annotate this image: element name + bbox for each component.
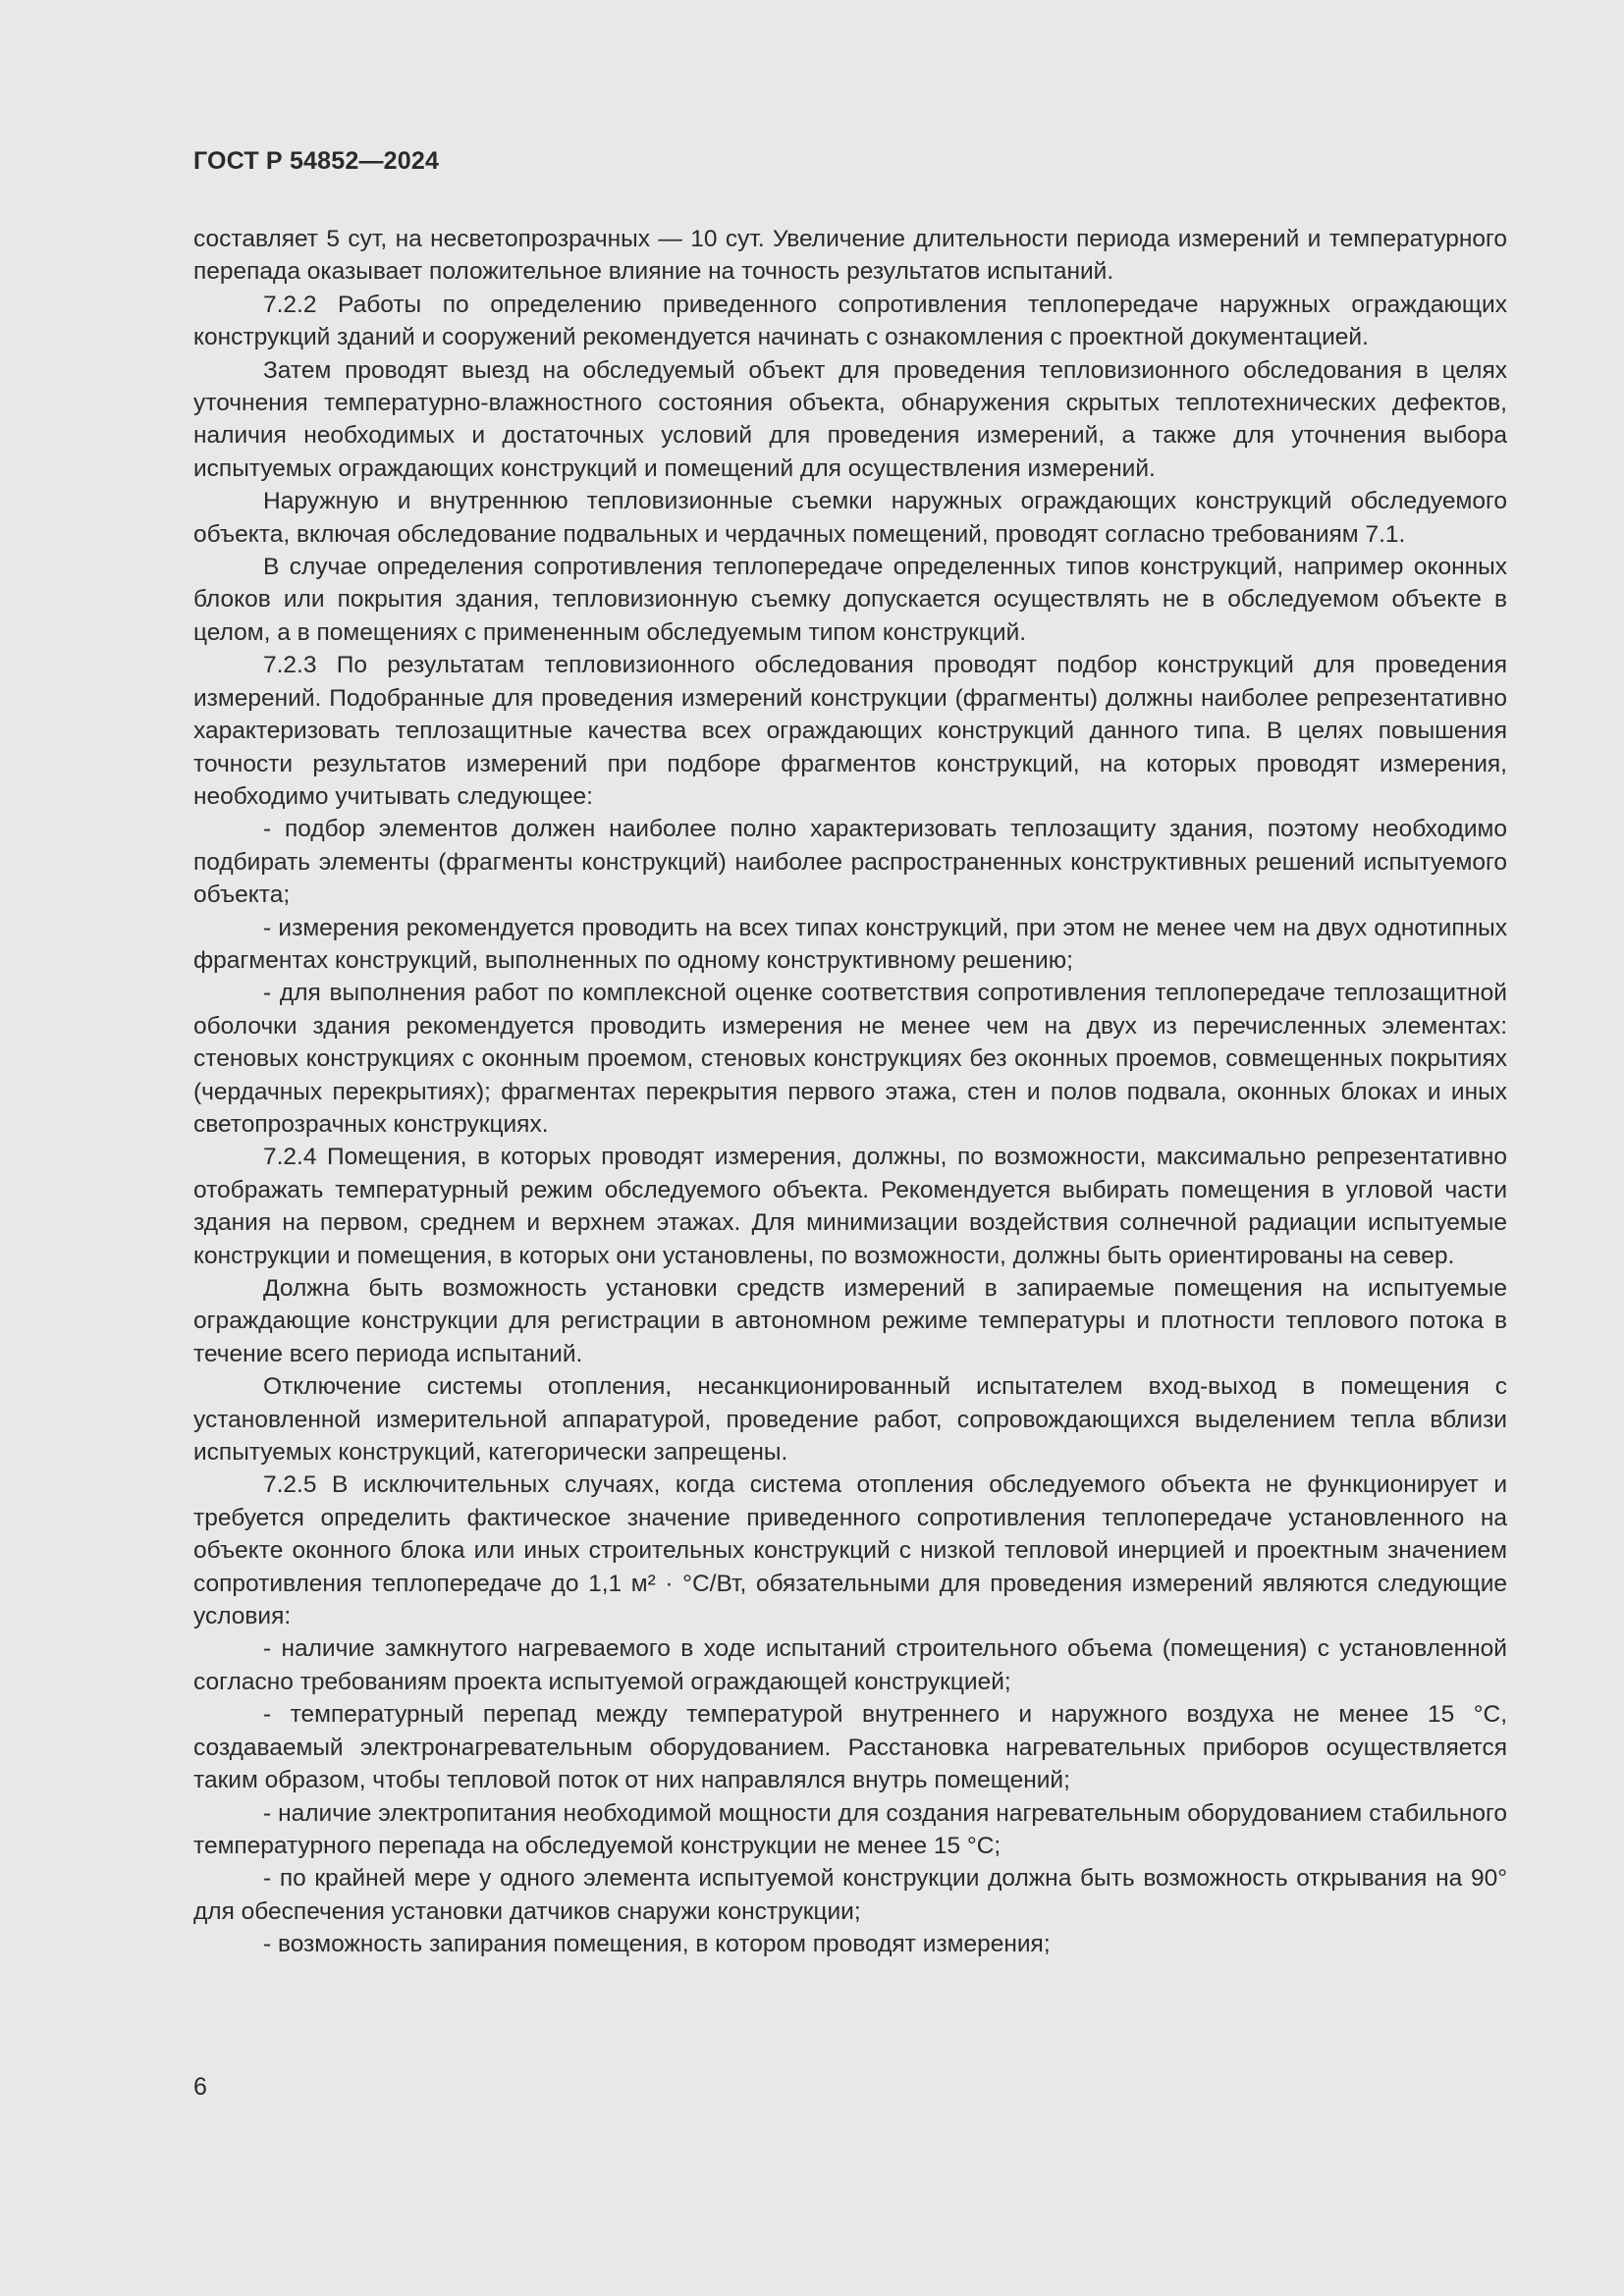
list-item: - наличие замкнутого нагреваемого в ходе испытаний строительного объема (помещения) с установленной согласно требованиям проекта испытуемой ограждающей конструкцией; [193,1635,1507,1695]
paragraph: Должна быть возможность установки средств измерений в запираемые помещения на испытуемые ограждающие конструкции для регистрации в автономном режиме температуры и плотности теплового потока в течение всего периода испытаний. [193,1275,1507,1367]
list-item: - измерения рекомендуется проводить на всех типах конструкций, при этом не менее чем на двух однотипных фрагментах конструкций, выполненных по одному конструктивному решению; [193,914,1507,974]
list-item: - температурный перепад между температурой внутреннего и наружного воздуха не менее 15 °С, создаваемый электронагревательным оборудованием. Расстановка нагревательных приборов осуществляется таким образом, чтобы тепловой поток от них направлялся внутрь помещений; [193,1701,1507,1794]
paragraph: 7.2.2 Работы по определению приведенного сопротивления теплопередаче наружных ограждающих конструкций зданий и сооружений рекомендуется начинать с ознакомления с проектной документацией. [193,291,1507,351]
list-item: - для выполнения работ по комплексной оценке соответствия сопротивления теплопередаче теплозащитной оболочки здания рекомендуется проводить измерения не менее чем на двух из перечисленных элементах: стеновых конструкциях с оконным проемом, стеновых конструкциях без оконных проемов, совмещенных покрытиях (чердачных перекрытиях); фрагментах перекрытия первого этажа, стен и полов подвала, оконных блоках и иных светопрозрачных конструкциях. [193,980,1507,1138]
paragraph: Отключение системы отопления, несанкционированный испытателем вход-выход в помещения с установленной измерительной аппаратурой, проведение работ, сопровождающихся выделением тепла вблизи испытуемых конструкций, категорически запрещены. [193,1373,1507,1467]
page-number: 6 [193,2073,207,2101]
paragraph: Затем проводят выезд на обследуемый объект для проведения тепловизионного обследования в целях уточнения температурно-влажностного состояния объекта, обнаружения скрытых теплотехнических дефектов, наличия необходимых и достаточных условий для проведения измерений, а также для уточнения выбора испытуемых ограждающих конструкций и помещений для осуществления измерений. [193,356,1507,482]
list-item: - по крайней мере у одного элемента испытуемой конструкции должна быть возможность открывания на 90° для обеспечения установки датчиков снаружи конструкции; [193,1865,1507,1925]
paragraph: Наружную и внутреннюю тепловизионные съемки наружных ограждающих конструкций обследуемого объекта, включая обследование подвальных и чердачных помещений, проводят согласно требованиям 7.1. [193,488,1507,548]
paragraph: 7.2.3 По результатам тепловизионного обследования проводят подбор конструкций для проведения измерений. Подобранные для проведения измерений конструкции (фрагменты) должны наиболее репрезентативно характеризовать теплозащитные качества всех ограждающих конструкций данного типа. В целях повышения точности результатов измерений при подборе фрагментов конструкций, на которых проводят измерения, необходимо учитывать следующее: [193,652,1507,810]
list-item: - наличие электропитания необходимой мощности для создания нагревательным оборудованием стабильного температурного перепада на обследуемой конструкции не менее 15 °С; [193,1799,1507,1859]
list-item: - подбор элементов должен наиболее полно характеризовать теплозащиту здания, поэтому необходимо подбирать элементы (фрагменты конструкций) наиболее распространенных конструктивных решений испытуемого объекта; [193,816,1507,909]
paragraph: 7.2.5 В исключительных случаях, когда система отопления обследуемого объекта не функционирует и требуется определить фактическое значение приведенного сопротивления теплопередаче установленного на объекте оконного блока или иных строительных конструкций с низкой тепловой инерцией и проектным значением сопротивления теплопередаче до 1,1 м² · °С/Вт, обязательными для проведения измерений являются следующие условия: [193,1471,1507,1630]
document-header: ГОСТ Р 54852—2024 [193,147,440,175]
list-item: - возможность запирания помещения, в котором проводят измерения; [263,1931,1051,1958]
paragraph: 7.2.4 Помещения, в которых проводят измерения, должны, по возможности, максимально репрезентативно отображать температурный режим обследуемого объекта. Рекомендуется выбирать помещения в угловой части здания на первом, среднем и верхнем этажах. Для минимизации воздействия солнечной радиации испытуемые конструкции и помещения, в которых они установлены, по возможности, должны быть ориентированы на север. [193,1144,1507,1269]
document-body [193,223,1507,1961]
paragraph: составляет 5 сут, на несветопрозрачных — 10 сут. Увеличение длительности периода измерений и температурного перепада оказывает положительное влияние на точность результатов испытаний. [193,226,1507,286]
paragraph: В случае определения сопротивления теплопередаче определенных типов конструкций, например оконных блоков или покрытия здания, тепловизионную съемку допускается осуществлять не в обследуемом объекте в целом, а в помещениях с примененным обследуемым типом конструкций. [193,554,1507,646]
